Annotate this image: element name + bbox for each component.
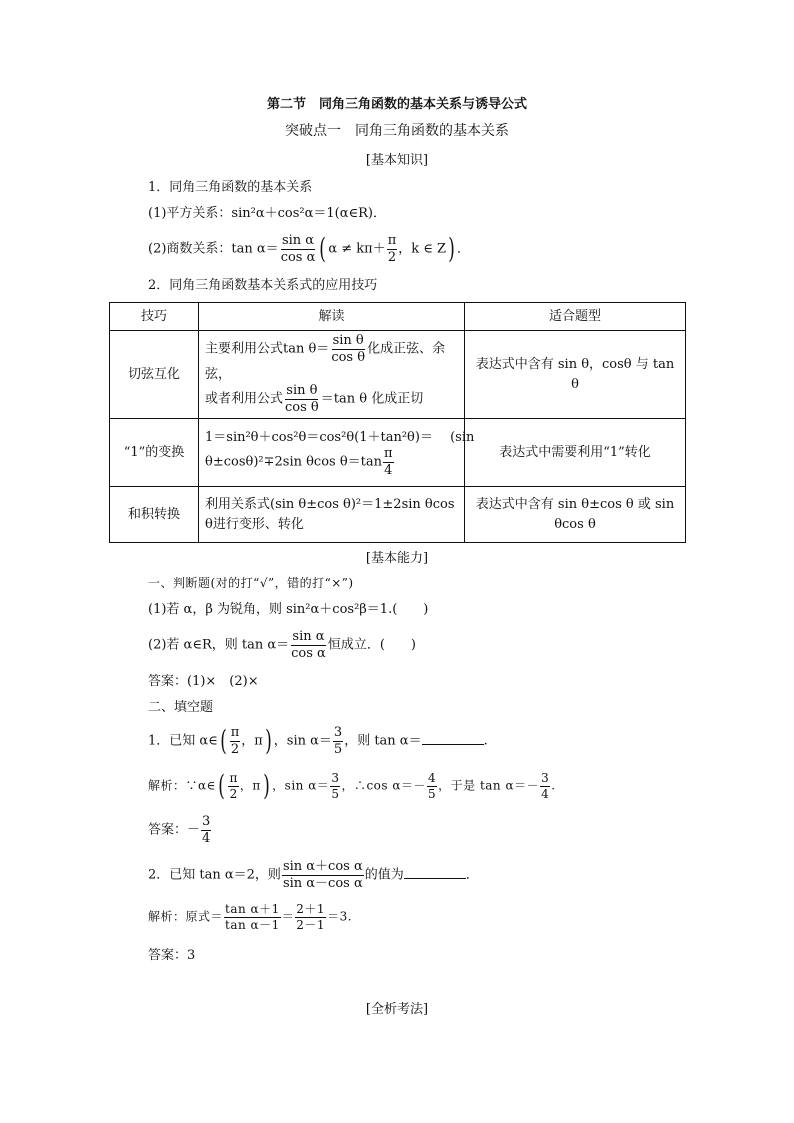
skills-table (109, 302, 686, 543)
header-fit: 适合题型 (465, 303, 686, 331)
table-row (110, 331, 686, 419)
fraction: $\frac{\text{sin α}}{\text{cos α}}$ (280, 233, 316, 265)
header-interpretation: 解读 (199, 303, 465, 331)
section-title: 第二节 同角三角函数的基本关系与诱导公式 (266, 97, 527, 112)
fill-q1: 1．已知 α∈( $\frac{\pi}{2}$ ，π) ，sin α＝ $\frac{3}{5}$ ，则 tan α＝ . (148, 724, 488, 758)
header-skill: 技巧 (110, 303, 199, 331)
judgment-answer: 答案：(1)× (2)× (148, 674, 259, 689)
quotient-relation: (2)商数关系：tan α＝ $\frac{\text{sin α}}{\text{cos α}}$ ( α ≠ kπ＋ $\frac{\pi}{2}$ ，k ∈ Z) ． (148, 232, 470, 266)
row1-fit: 表达式中含有 sin θ，cosθ 与 tan θ (465, 331, 686, 419)
row2-fit: 表达式中需要利用“1”转化 (465, 419, 686, 487)
square-relation: (1)平方关系：sin²α＋cos²α＝1(α∈R)． (148, 206, 386, 221)
table-header-row (110, 303, 686, 331)
judgment-q1: (1)若 α，β 为锐角，则 sin²α＋cos²β＝1.( ) (148, 602, 429, 617)
row3-skill: 和积转换 (110, 487, 199, 543)
judgment-title: 一、判断题(对的打“√”，错的打“×”) (148, 576, 354, 590)
fill-q2: 2．已知 tan α＝2，则 $\frac{\text{sin α＋cos α}}{\text{sin α－cos α}}$ 的值为 ． (148, 859, 479, 891)
answer-blank (422, 732, 484, 745)
row3-fit: 表达式中含有 sin θ±cos θ 或 sin θcos θ (465, 487, 686, 543)
fill-q2-answer: 答案：3 (148, 948, 196, 963)
table-row (110, 419, 686, 487)
fill-title: 二、填空题 (148, 700, 214, 715)
row3-interpretation: 利用关系式(sin θ±cos θ)²＝1±2sin θcos θ进行变形、转化 (199, 487, 465, 543)
item1-title: 1．同角三角函数的基本关系 (148, 180, 313, 195)
row2-skill: “1”的变换 (110, 419, 199, 487)
row1-skill: 切弦互化 (110, 331, 199, 419)
fill-q1-answer: 答案：－ $\frac{3}{4}$ (148, 814, 211, 846)
fill-q1-solution: 解析：∵α∈( $\frac{\pi}{2}$ ，π) ，sin α＝ $\frac{3}{5}$ ，∴cos α＝－ $\frac{4}{5}$ ，于是 tan α＝－ $\frac{3}{4}$ . (148, 769, 556, 803)
row2-interpretation: 1＝sin²θ＋cos²θ＝cos²θ(1＋tan²θ)＝ (sin θ±cosθ)²∓2sin θcos θ＝tan $\frac{\pi}{4}$ (199, 419, 465, 487)
row1-interpretation: 主要利用公式tan θ＝ $\frac{\text{sin θ}}{\text{cos θ}}$ 化成正弦、余弦， 或者利用公式 $\frac{\text{sin θ}}{\text{cos θ}}$ ＝tan θ 化成正切 (199, 331, 465, 419)
full-analysis-heading: [全析考法] (365, 1002, 429, 1017)
judgment-q2: (2)若 α∈R，则 tan α＝ $\frac{\text{sin α}}{\text{cos α}}$ 恒成立．( ) (148, 629, 416, 661)
item2-title: 2．同角三角函数基本关系式的应用技巧 (148, 278, 378, 293)
basic-knowledge-heading: [基本知识] (365, 153, 429, 168)
answer-blank (404, 866, 466, 879)
basic-ability-heading: [基本能力] (365, 551, 429, 566)
fill-q2-solution: 解析：原式＝ $\frac{\text{tan α＋1}}{\text{tan α－1}}$ ＝ $\frac{2+1}{2-1}$ ＝3. (148, 902, 353, 932)
fraction: $\frac{\pi}{2}$ (387, 233, 397, 265)
point-title: 突破点一 同角三角函数的基本关系 (285, 123, 509, 139)
table-row (110, 487, 686, 543)
